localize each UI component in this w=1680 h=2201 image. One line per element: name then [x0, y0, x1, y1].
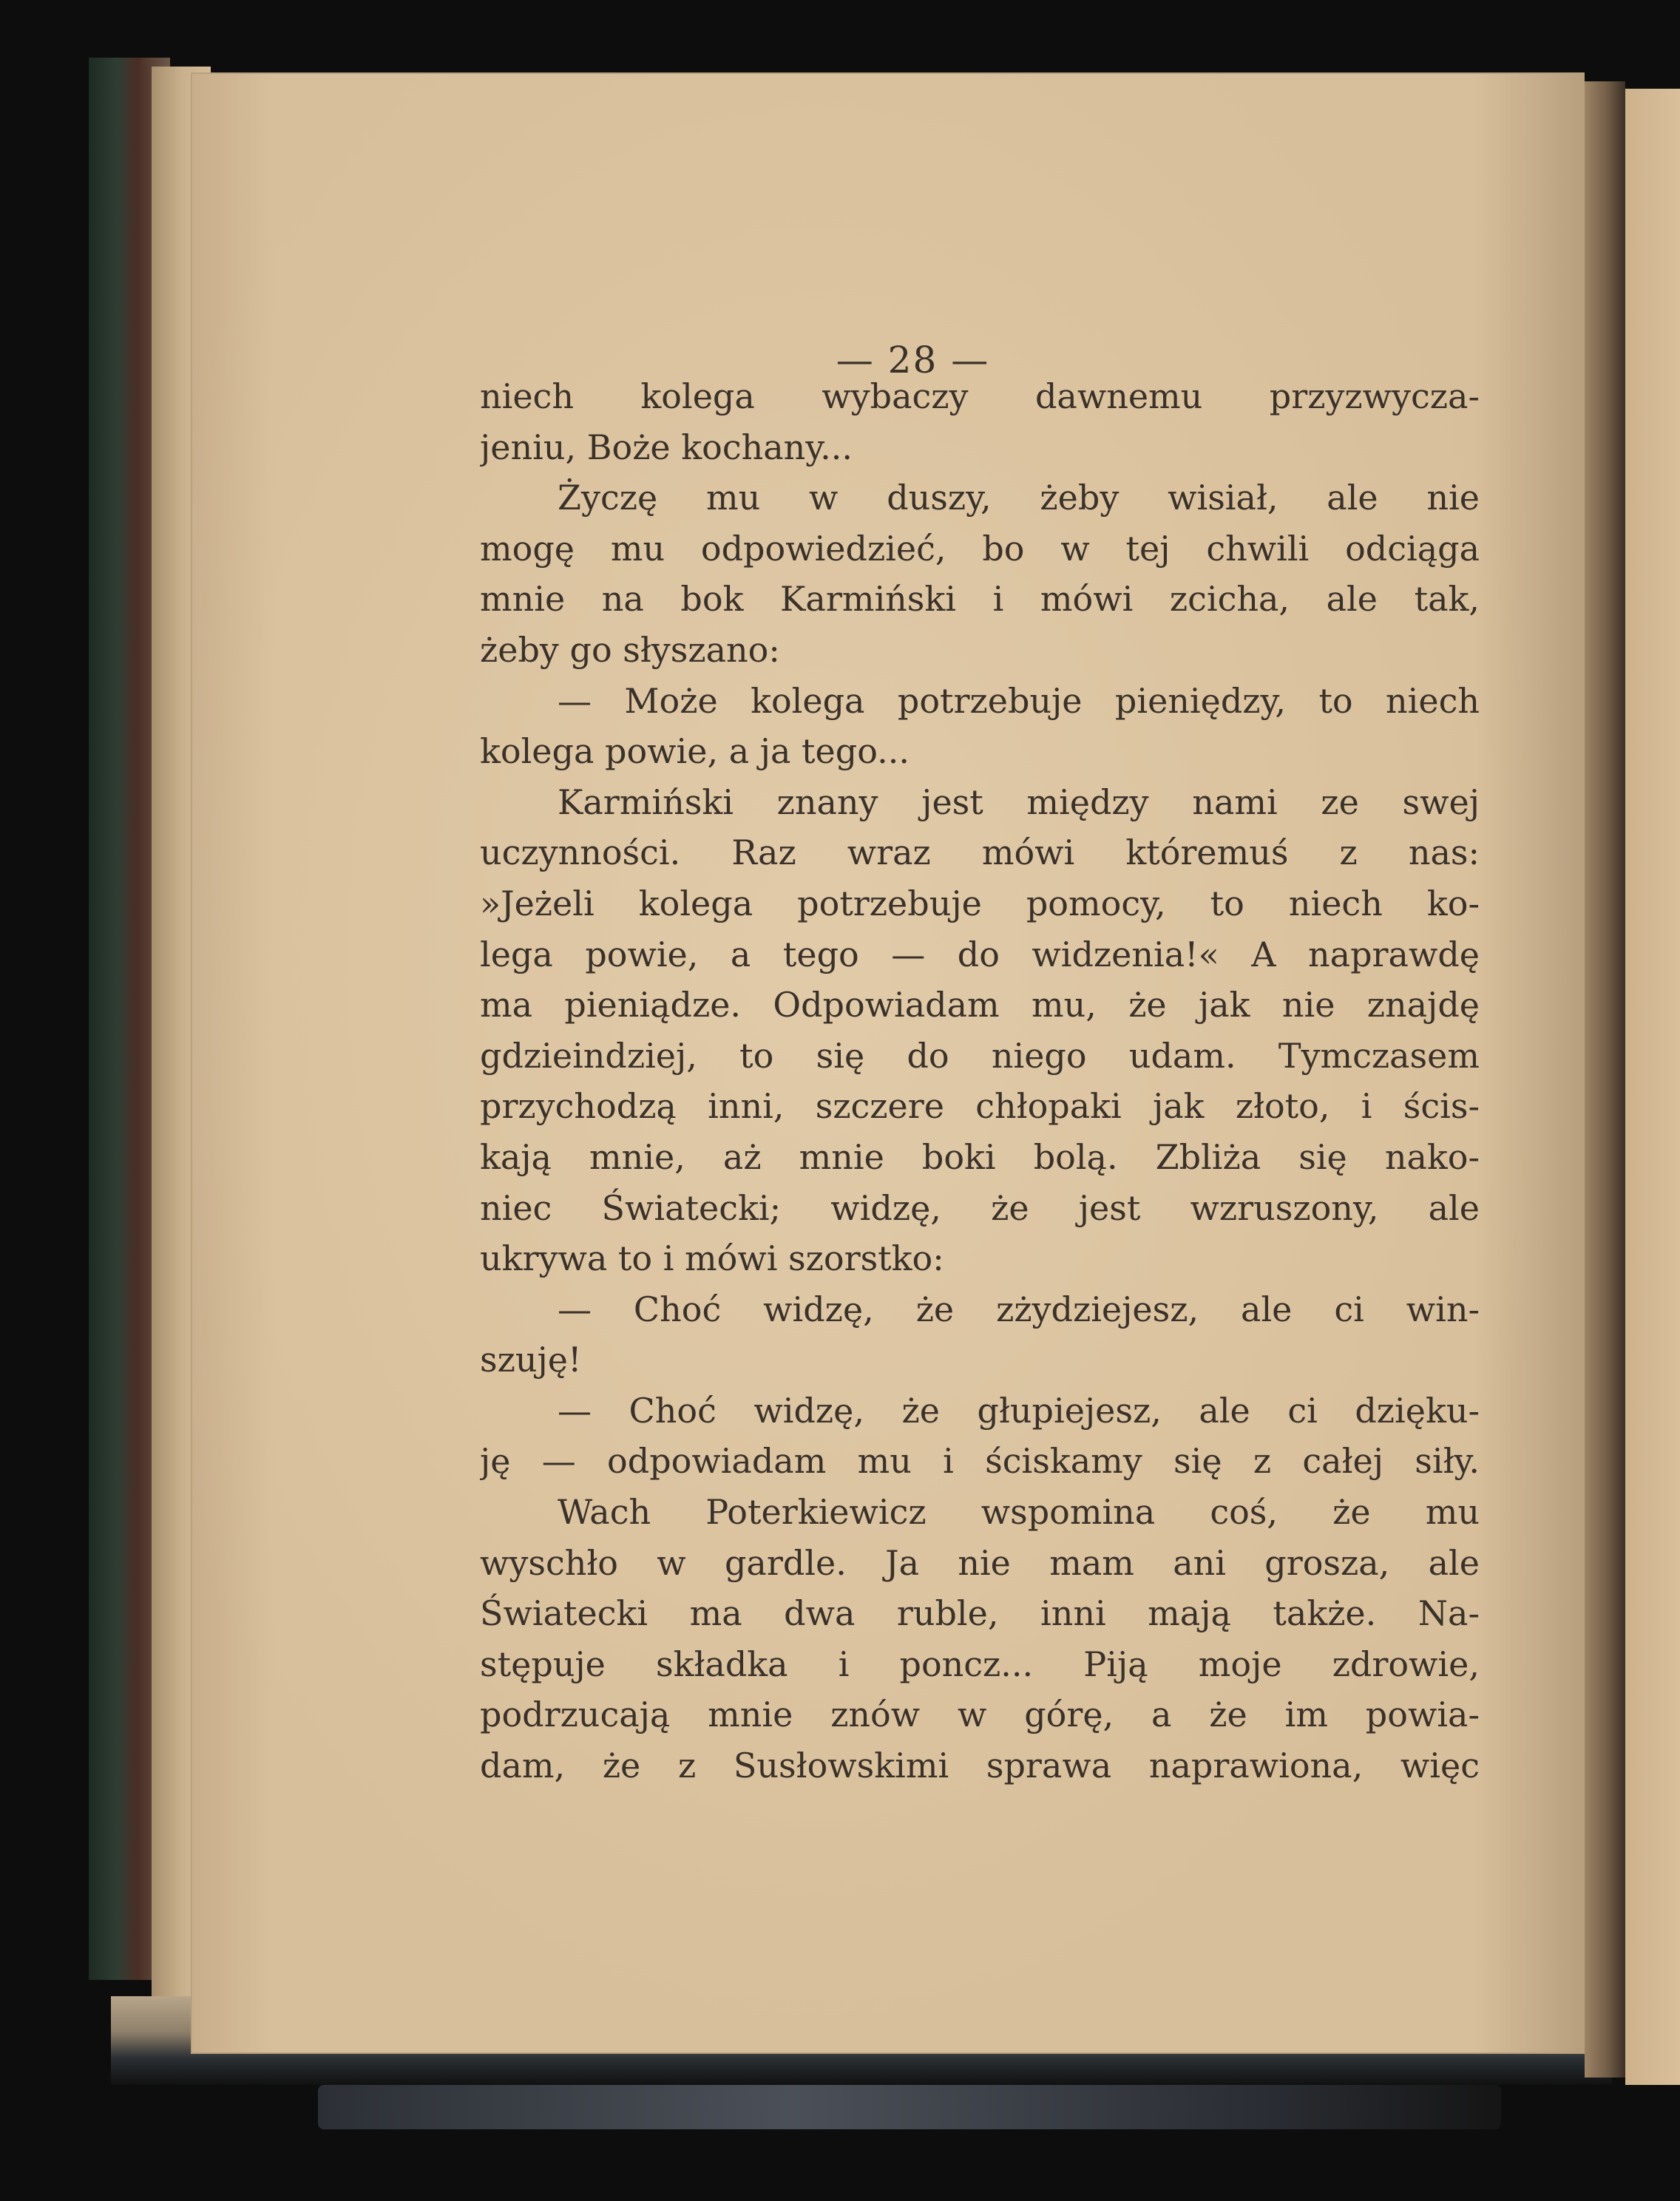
text-line: niec Światecki; widzę, że jest wzruszony, ale [480, 1187, 1480, 1228]
text-line: kają mnie, aż mnie boki bolą. Zbliża się nako- [480, 1136, 1480, 1177]
text-line: jeniu, Boże kochany... [480, 427, 853, 467]
text-line: wyschło w gardle. Ja nie mam ani grosza, ale [480, 1542, 1480, 1583]
text-line: niech kolega wybaczy dawnemu przyzwycza- [480, 376, 1480, 416]
text-line: mnie na bok Karmiński i mówi zcicha, ale tak, [480, 579, 1480, 620]
text-line: Karmiński znany jest między nami ze swej [558, 781, 1480, 822]
text-line: Życzę mu w duszy, żeby wisiał, ale nie [558, 478, 1480, 518]
text-line: lega powie, a tego — do widzenia!« A naprawdę [480, 934, 1480, 974]
text-line: Światecki ma dwa ruble, inni mają także. Na- [480, 1593, 1480, 1634]
page-text [480, 371, 1480, 1791]
text-line: szuję! [480, 1340, 582, 1380]
text-line: gdzieindziej, to się do niego udam. Tymczasem [480, 1035, 1480, 1076]
text-line: ję — odpowiadam mu i ściskamy się z całej siły. [480, 1441, 1480, 1482]
text-line: żeby go słyszano: [480, 629, 780, 670]
text-line: mogę mu odpowiedzieć, bo w tej chwili odciąga [480, 528, 1480, 569]
text-line: uczynności. Raz wraz mówi któremuś z nas: [480, 832, 1480, 873]
text-line: ma pieniądze. Odpowiadam mu, że jak nie znajdę [480, 985, 1480, 1025]
text-line: ukrywa to i mówi szorstko: [480, 1238, 944, 1279]
text-line: »Jeżeli kolega potrzebuje pomocy, to niech ko- [480, 883, 1480, 923]
next-page-edge [1625, 89, 1680, 2085]
text-line: przychodzą inni, szczere chłopaki jak złoto, i ścis- [480, 1086, 1480, 1127]
text-line: Wach Poterkiewicz wspomina coś, że mu [558, 1492, 1480, 1533]
text-line: — Może kolega potrzebuje pieniędzy, to niech [558, 680, 1480, 721]
text-line: dam, że z Susłowskimi sprawa naprawiona, więc [480, 1746, 1480, 1786]
page-number: — 28 — [836, 339, 990, 381]
text-line: — Choć widzę, że głupiejesz, ale ci dzięku- [558, 1390, 1480, 1431]
text-line: podrzucają mnie znów w górę, a że im powia- [480, 1695, 1480, 1735]
text-line: kolega powie, a ja tego... [480, 731, 910, 772]
book-cover-bottom-edge [318, 2085, 1501, 2129]
text-line: — Choć widzę, że zżydziejesz, ale ci win- [558, 1289, 1480, 1329]
text-line: stępuje składka i poncz... Piją moje zdrowie, [480, 1644, 1480, 1684]
